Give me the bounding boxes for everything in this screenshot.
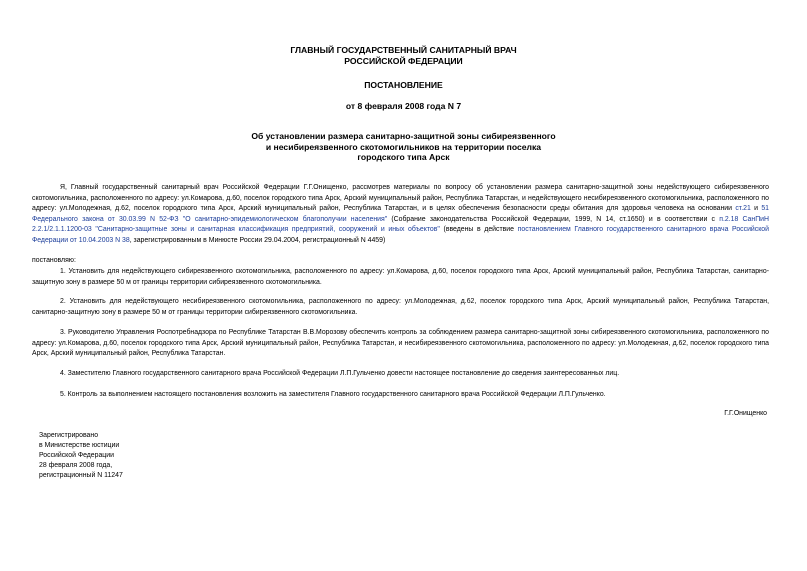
document-title bbox=[0, 131, 807, 163]
item-2: 2. Установить для недействующего несибиреязвенного скотомогильника, расположенного по адресу: ул.Молодежная, д.62, поселок городского типа Арск, Арский муниципальный район, Республика Татарстан, санитарно-защитную зону в размере 50 м от границы территории сибиреязвенного скотомогильника. bbox=[32, 298, 769, 316]
sanpin-link[interactable]: п.2.18 СанПиН 2.2.1/2.1.1.1200-03 "Санитарно-защитные зоны и санитарная классификация предприятий, сооружений и иных объектов" bbox=[32, 215, 769, 234]
registration-line-1: Зарегистрировано bbox=[39, 432, 99, 439]
preamble-text-2: и bbox=[750, 205, 762, 213]
issuer-line-1: ГЛАВНЫЙ ГОСУДАРСТВЕННЫЙ САНИТАРНЫЙ ВРАЧ bbox=[290, 45, 517, 55]
item-3: 3. Руководителю Управления Роспотребнадзора по Республике Татарстан В.В.Морозову обеспечить контроль за соблюдением размера санитарно-защитной зоны сибиреязвенного скотомогильника, расположенного по адресу: ул.Комарова, д.60, поселок городского типа Арск, Арский муниципальный район, Республика Татарстан, и несибиреязвенного скотомогильника, расположенного по адресу: ул.Молодежная, д.62, поселок городского типа Арск, Арский муниципальный район, Республика Татарстан. bbox=[32, 329, 769, 358]
item-4: 4. Заместителю Главного государственного санитарного врача Российской Федерации Л.П.Гульченко довести настоящее постановление до сведения заинтересованных лиц. bbox=[60, 370, 620, 377]
preamble-paragraph bbox=[32, 183, 769, 247]
preamble-text-5: , зарегистрированным в Минюсте России 29.04.2004, регистрационный N 4459) bbox=[129, 236, 386, 244]
title-line-2: и несибиреязвенного скотомогильников на территории поселка bbox=[265, 141, 542, 152]
preamble-text-4: (введены в действие bbox=[439, 226, 518, 234]
registration-line-5: регистрационный N 11247 bbox=[39, 472, 123, 479]
preamble-text-3: (Собрание законодательства Российской Федерации, 1999, N 14, ст.1650) и в соответствии с bbox=[387, 215, 720, 223]
registration-line-2: в Министерстве юстиции bbox=[39, 442, 120, 449]
document-date-number: от 8 февраля 2008 года N 7 bbox=[345, 101, 462, 111]
law-article-21-link[interactable]: ст.21 bbox=[735, 205, 751, 213]
resolution-38-link[interactable]: постановлением Главного государственного санитарного врача Российской Федерации от 10.04.2003 N 38 bbox=[32, 226, 769, 244]
registration-block bbox=[39, 431, 123, 481]
issuer-heading bbox=[0, 45, 807, 67]
registration-line-4: 28 февраля 2008 года, bbox=[39, 462, 113, 469]
issuer-line-2: РОССИЙСКОЙ ФЕДЕРАЦИИ bbox=[344, 56, 463, 66]
item-1: 1. Установить для недействующего сибиреязвенного скотомогильника, расположенного по адресу: ул.Комарова, д.60, поселок городского типа Арск, Арский муниципальный район, Республика Татарстан, санитарно-защитную зону в размере 50 м от границы территории сибиреязвенного скотомогильника. bbox=[32, 268, 769, 286]
preamble-text-1: Я, Главный государственный санитарный врач Российской Федерации Г.Г.Онищенко, рассмотрев материалы по вопросу об установлении размера санитарно-защитной зоны недействующего сибиреязвенного скотомогильника, расположенного по адресу: ул.Комарова, д.60, поселок городского типа Арск, Арский муниципальный район, Республика Татарстан, и недействующего несибиреязвенного скотомогильника, расположенного по адресу: ул.Молодежная, д.62, поселок городского типа Арск, Арский муниципальный район, Республика Татарстан, и в целях обеспечения безопасности среды обитания для здоровья человека на основании bbox=[32, 184, 769, 213]
registration-line-3: Российской Федерации bbox=[39, 452, 114, 459]
title-line-1: Об установлении размера санитарно-защитной зоны сибиреязвенного bbox=[251, 131, 556, 141]
signature: Г.Г.Онищенко bbox=[724, 410, 767, 417]
document-type: ПОСТАНОВЛЕНИЕ bbox=[364, 80, 443, 90]
item-5: 5. Контроль за выполнением настоящего постановления возложить на заместителя Главного государственного санитарного врача Российской Федерации Л.П.Гульченко. bbox=[60, 391, 606, 398]
title-line-3: городского типа Арск bbox=[357, 152, 450, 162]
federal-law-52-fz-link[interactable]: 51 Федерального закона от 30.03.99 N 52-ФЗ "О санитарно-эпидемиологическом благополучии населения" bbox=[32, 205, 769, 223]
decree-word: постановляю: bbox=[32, 257, 76, 264]
